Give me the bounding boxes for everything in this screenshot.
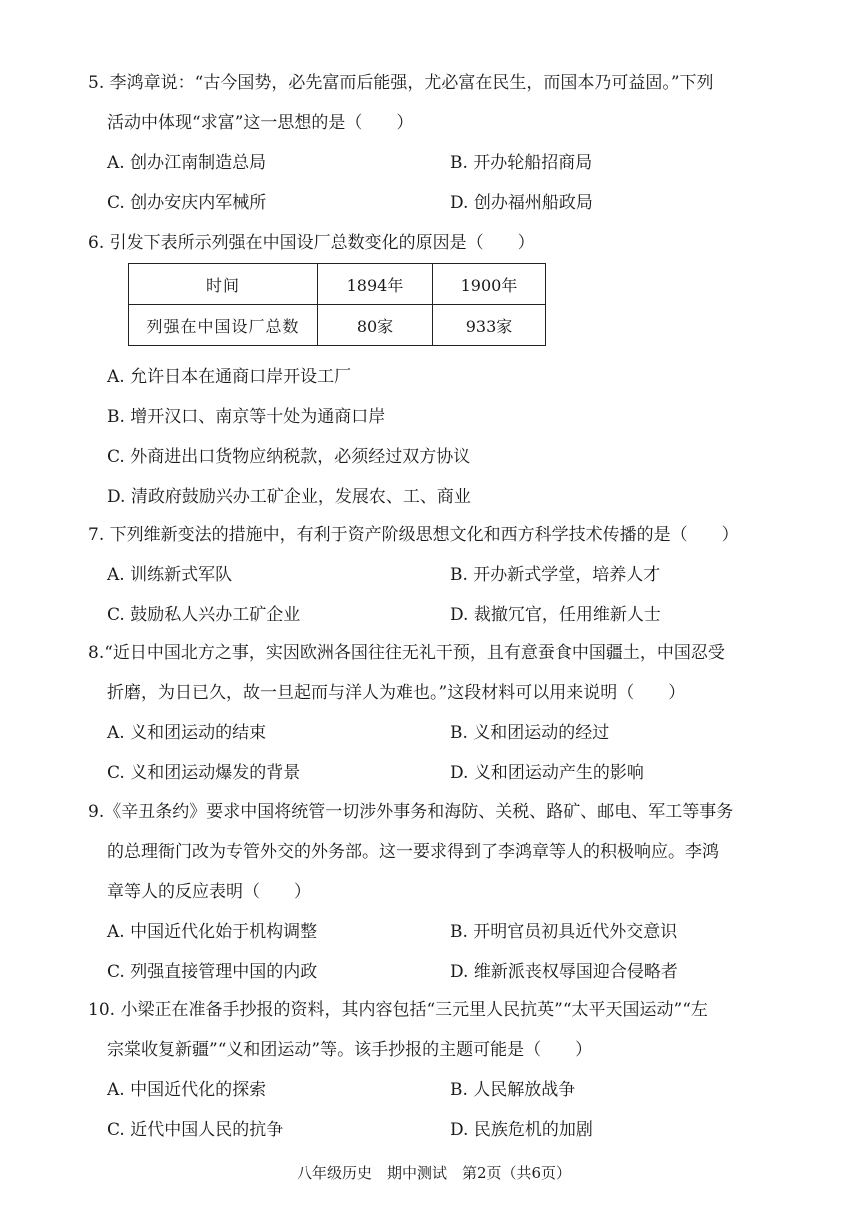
q10-stem-line1: 10. 小梁正在准备手抄报的资料，其内容包括“三元里人民抗英”“太平天国运动”“左 (88, 1000, 708, 1020)
q10-option-c: C. 近代中国人民的抗争 (107, 1120, 284, 1140)
page-footer: 八年级历史 期中测试 第2页（共6页） (296, 1164, 572, 1182)
table-row (129, 305, 546, 346)
q5-option-d: D. 创办福州船政局 (450, 193, 593, 213)
table-cell: 1900年 (433, 264, 546, 305)
q6-stem-line1: 6. 引发下表所示列强在中国设厂总数变化的原因是（ ） (88, 233, 535, 253)
q9-option-b: B. 开明官员初具近代外交意识 (450, 922, 678, 942)
q9-option-a: A. 中国近代化始于机构调整 (107, 922, 318, 942)
q6-option-c: C. 外商进出口货物应纳税款，必须经过双方协议 (107, 447, 471, 467)
q7-option-d: D. 裁撤冗官，任用维新人士 (450, 605, 661, 625)
q10-option-b: B. 人民解放战争 (450, 1080, 576, 1100)
q8-stem-line1: 8.“近日中国北方之事，实因欧洲各国往往无礼干预，且有意蚕食中国疆土，中国忍受 (88, 643, 725, 663)
table-cell: 1894年 (318, 264, 433, 305)
q9-option-c: C. 列强直接管理中国的内政 (107, 962, 318, 982)
table-cell: 时间 (129, 264, 318, 305)
q10-stem-line2: 宗棠收复新疆”“义和团运动”等。该手抄报的主题可能是（ ） (107, 1040, 593, 1060)
q5-stem-line2: 活动中体现“求富”这一思想的是（ ） (107, 113, 414, 133)
q5-option-c: C. 创办安庆内军械所 (107, 193, 267, 213)
q8-option-b: B. 义和团运动的经过 (450, 723, 610, 743)
q10-option-a: A. 中国近代化的探索 (107, 1080, 267, 1100)
q10-option-d: D. 民族危机的加剧 (450, 1120, 593, 1140)
q5-option-a: A. 创办江南制造总局 (107, 153, 267, 173)
q7-option-a: A. 训练新式军队 (107, 565, 233, 585)
q6-option-a: A. 允许日本在通商口岸开设工厂 (107, 367, 352, 387)
q8-stem-line2: 折磨，为日已久，故一旦起而与洋人为难也。”这段材料可以用来说明（ ） (107, 683, 686, 703)
factory-count-table (128, 263, 546, 346)
q5-option-b: B. 开办轮船招商局 (450, 153, 593, 173)
table-cell: 933家 (433, 305, 546, 346)
q8-option-c: C. 义和团运动爆发的背景 (107, 763, 301, 783)
q7-option-b: B. 开办新式学堂，培养人才 (450, 565, 661, 585)
q7-stem-line1: 7. 下列维新变法的措施中，有利于资产阶级思想文化和西方科学技术传播的是（ ） (88, 525, 739, 545)
q6-option-d: D. 清政府鼓励兴办工矿企业，发展农、工、商业 (107, 487, 471, 507)
q7-option-c: C. 鼓励私人兴办工矿企业 (107, 605, 301, 625)
q9-stem-line2: 的总理衙门改为专管外交的外务部。这一要求得到了李鸿章等人的积极响应。李鸿 (107, 842, 719, 862)
q8-option-a: A. 义和团运动的结束 (107, 723, 267, 743)
q6-option-b: B. 增开汉口、南京等十处为通商口岸 (107, 407, 386, 427)
q9-option-d: D. 维新派丧权辱国迎合侵略者 (450, 962, 678, 982)
q5-stem-line1: 5. 李鸿章说：“古今国势，必先富而后能强，尤必富在民生，而国本乃可益固。”下列 (88, 73, 714, 93)
q9-stem-line1: 9.《辛丑条约》要求中国将统管一切涉外事务和海防、关税、路矿、邮电、军工等事务 (88, 802, 734, 822)
table-cell: 列强在中国设厂总数 (129, 305, 318, 346)
table-header-row (129, 264, 546, 305)
q8-option-d: D. 义和团运动产生的影响 (450, 763, 644, 783)
q9-stem-line3: 章等人的反应表明（ ） (107, 882, 311, 902)
table-cell: 80家 (318, 305, 433, 346)
